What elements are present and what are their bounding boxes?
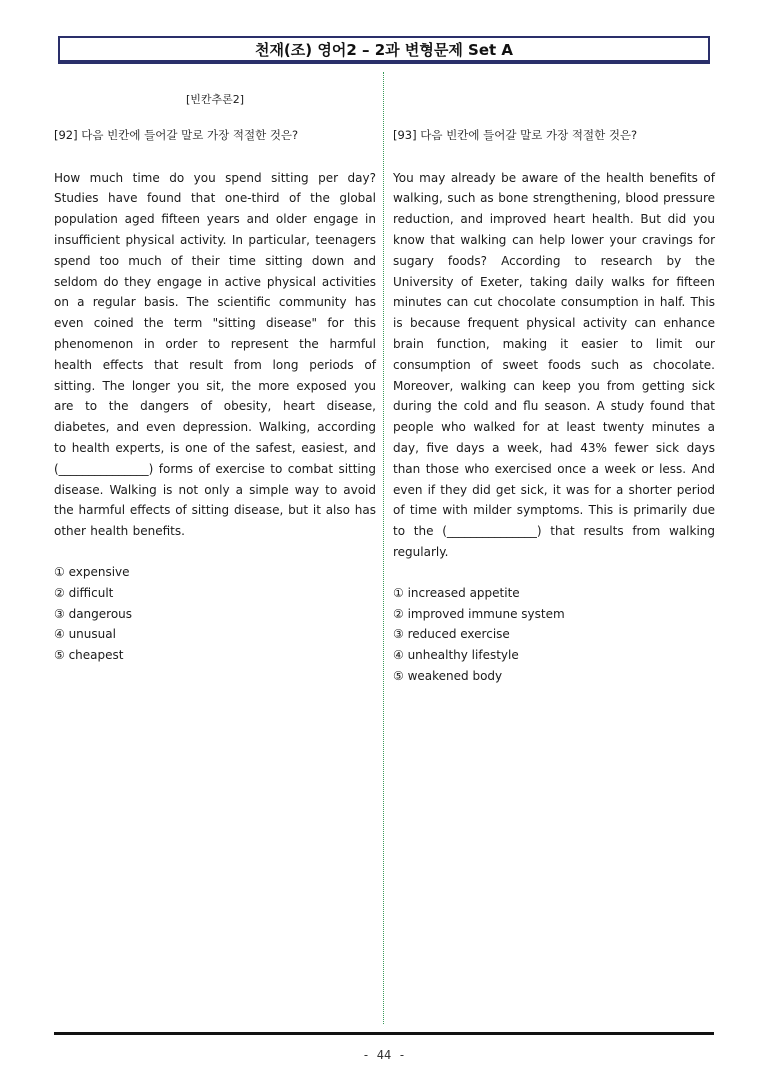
choice-item[interactable]: ⑤ cheapest	[54, 648, 124, 663]
choice-item[interactable]: ③ reduced exercise	[393, 627, 510, 642]
page-title: 천재(조) 영어2 – 2과 변형문제 Set A	[254, 40, 514, 59]
choice-item[interactable]: ④ unusual	[54, 627, 116, 642]
footer-rule	[54, 1032, 714, 1035]
question-93: [93] 다음 빈칸에 들어갈 말로 가장 적절한 것은?	[393, 127, 638, 142]
header-box	[58, 36, 710, 64]
label-spacer	[393, 90, 715, 111]
choice-item[interactable]: ⑤ weakened body	[393, 668, 503, 683]
choices-92	[54, 562, 376, 666]
choice-item[interactable]: ② difficult	[54, 585, 114, 600]
passage-92: How much time do you spend sitting per day? Studies have found that one-third of the global population aged fifteen years and older engage in insufficient physical activity. In particular, teenagers spend too much of their time sitting down and seldom do they engage in active physical activities on a regular basis. The scientific community has even coined the term "sitting disease" for this phenomenon in order to represent the harmful health effects that result from long periods of sitting. The longer you sit, the more exposed you are to the dangers of obesity, heart disease, diabetes, and even depression. Walking, according to health experts, is one of the safest, easiest, and (_______________) forms of exercise to combat sitting disease. Walking is not only a simple way to avoid the harmful effects of sitting disease, but it also has other health benefits.	[54, 170, 376, 539]
choices-93	[393, 583, 715, 687]
choice-item[interactable]: ④ unhealthy lifestyle	[393, 648, 519, 663]
choice-item[interactable]: ② improved immune system	[393, 606, 565, 621]
page-number: - 44 -	[362, 1048, 406, 1062]
choice-item[interactable]: ① expensive	[54, 564, 130, 579]
choice-item[interactable]: ③ dangerous	[54, 606, 133, 621]
right-column	[393, 90, 715, 699]
column-divider	[383, 72, 384, 1024]
left-column	[54, 90, 376, 678]
choice-item[interactable]: ① increased appetite	[393, 585, 520, 600]
question-92: [92] 다음 빈칸에 들어갈 말로 가장 적절한 것은?	[54, 127, 299, 142]
section-label: [빈칸추론2]	[185, 93, 245, 106]
passage-93: You may already be aware of the health benefits of walking, such as bone strengthening, blood pressure reduction, and improved heart health. But did you know that walking can help lower your cravings for sugary foods? According to research by the University of Exeter, taking daily walks for fifteen minutes can cut chocolate consumption in half. This is because frequent physical activity can enhance brain function, making it easier to limit our consumption of sweet foods such as chocolate. Moreover, walking can keep you from getting sick during the cold and flu season. A study found that people who walked for at least twenty minutes a day, five days a week, had 43% fewer sick days than those who exercised once a week or less. And even if they did get sick, it was for a shorter period of time with milder symptoms. This is primarily due to the (_______________) that results from walking regularly.	[393, 170, 715, 559]
